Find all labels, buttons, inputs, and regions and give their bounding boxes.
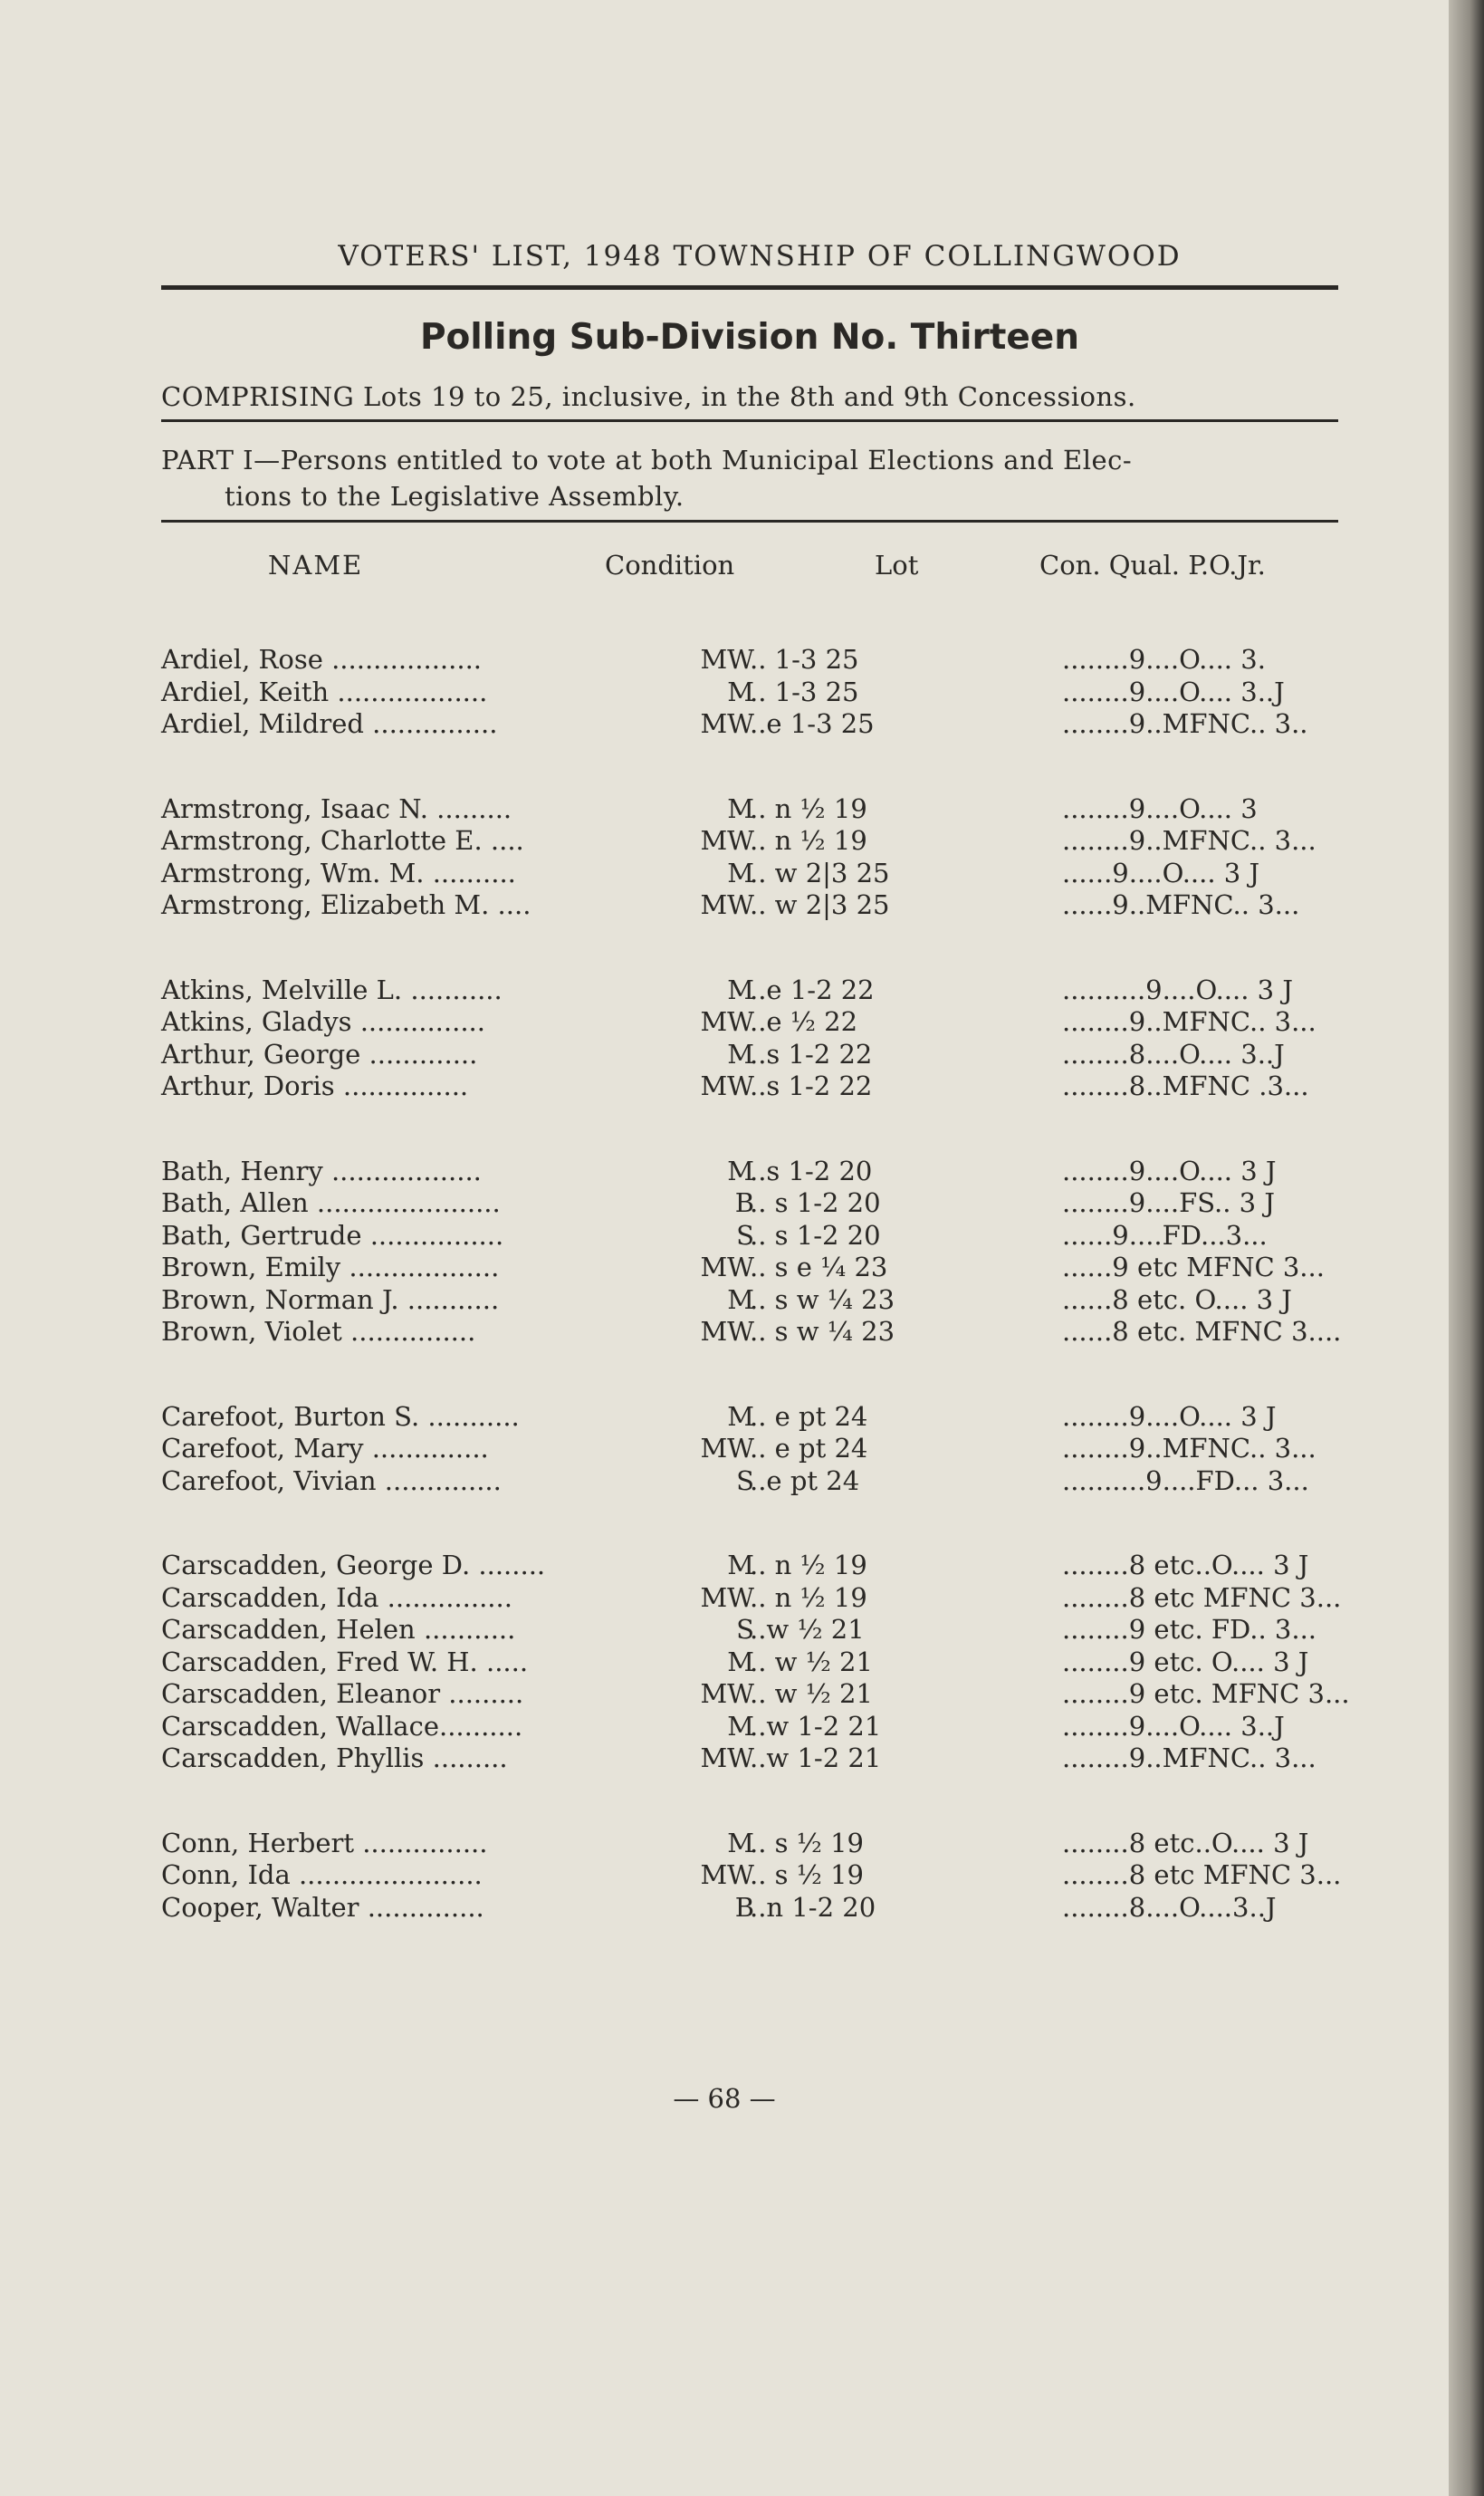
voter-con-qual-po: ........9..MFNC.. 3... (1062, 1006, 1316, 1037)
voter-lot: ..e ½ 22 (750, 1006, 858, 1037)
voter-con-qual-po: ........9....FS.. 3 J (1062, 1187, 1275, 1218)
voter-row (161, 1433, 1338, 1465)
voter-con-qual-po: ......9....FD...3... (1062, 1219, 1268, 1251)
voter-row (161, 1465, 1338, 1498)
voter-condition: M (727, 974, 754, 1005)
voter-con-qual-po: ........8 etc MFNC 3... (1062, 1859, 1342, 1890)
voter-condition: B (734, 1187, 754, 1218)
voter-name: Carscadden, Helen ........... (161, 1614, 516, 1645)
voter-row (161, 1581, 1342, 1615)
voter-row (161, 1711, 1338, 1743)
voter-con-qual-po: ........9....O.... 3..J (1062, 676, 1285, 707)
voter-lot: .. s ½ 19 (750, 1859, 864, 1890)
voter-condition: S (736, 1464, 754, 1496)
voter-group (161, 644, 1338, 741)
voter-condition: B (734, 1891, 754, 1923)
voter-lot: .. n ½ 19 (750, 825, 867, 856)
voter-lot: .. n ½ 19 (750, 1550, 867, 1580)
voter-row (161, 1039, 1338, 1071)
voter-con-qual-po: ........9....O.... 3 (1062, 792, 1258, 824)
voter-con-qual-po: ........8 etc..O.... 3 J (1062, 1827, 1309, 1858)
voter-condition: M (727, 792, 754, 824)
voter-con-qual-po: ......9..MFNC.. 3... (1062, 889, 1300, 920)
voter-lot: ..w 1-2 21 (750, 1710, 882, 1742)
voter-name: Arthur, Doris ............... (161, 1070, 469, 1101)
voter-lot: .. s ½ 19 (750, 1827, 864, 1858)
voter-name: Armstrong, Isaac N. ......... (161, 792, 512, 824)
voter-condition: M (727, 1550, 754, 1580)
voter-row (161, 793, 1338, 826)
voter-con-qual-po: ........9..MFNC.. 3... (1062, 1742, 1316, 1773)
voter-lot: .. w ½ 21 (750, 1678, 873, 1709)
voter-con-qual-po: ........9....O.... 3..J (1062, 1710, 1285, 1742)
voter-condition: MW (700, 1006, 754, 1037)
voter-con-qual-po: ......9 etc MFNC 3... (1062, 1252, 1325, 1282)
voter-con-qual-po: ..........9....O.... 3 J (1062, 974, 1293, 1005)
voter-condition: MW (700, 644, 754, 675)
voter-con-qual-po: ........8....O....3..J (1062, 1891, 1277, 1923)
voter-con-qual-po: ........8..MFNC .3... (1062, 1070, 1309, 1101)
voter-condition: M (727, 1710, 754, 1742)
voter-name: Carscadden, George D. ........ (161, 1550, 546, 1580)
voter-condition: M (727, 1646, 754, 1677)
col-lot: Lot (875, 550, 919, 581)
voter-con-qual-po: ........9....O.... 3. (1062, 644, 1266, 675)
voter-condition: MW (700, 1859, 754, 1890)
voter-lot: .. n ½ 19 (750, 792, 867, 824)
voter-name: Ardiel, Keith .................. (161, 676, 488, 707)
voter-group (161, 974, 1338, 1103)
voter-condition: MW (700, 1252, 754, 1282)
voter-lot: ..n 1-2 20 (750, 1891, 876, 1923)
voter-name: Arthur, George ............. (161, 1038, 478, 1070)
voter-group (161, 793, 1338, 922)
voter-row (161, 1401, 1338, 1434)
voter-con-qual-po: ........9 etc. O.... 3 J (1062, 1646, 1309, 1677)
voter-name: Carscadden, Eleanor ......... (161, 1678, 524, 1709)
voter-lot: ..e pt 24 (750, 1464, 860, 1496)
voter-row (161, 974, 1338, 1007)
voter-name: Carefoot, Burton S. ........... (161, 1400, 520, 1432)
voter-row (161, 1859, 1342, 1892)
voter-name: Bath, Henry .................. (161, 1155, 482, 1186)
voter-name: Armstrong, Charlotte E. .... (161, 825, 524, 856)
comprising-line: COMPRISING Lots 19 to 25, inclusive, in the 8th and 9th Concessions. (161, 381, 1136, 412)
part-rule (161, 520, 1338, 523)
voter-condition: M (727, 1827, 754, 1858)
voter-name: Ardiel, Rose .................. (161, 644, 483, 675)
voter-row (161, 1187, 1338, 1220)
voter-row (161, 1678, 1350, 1711)
voter-con-qual-po: ......9....O.... 3 J (1062, 857, 1260, 888)
voter-condition: MW (700, 1742, 754, 1773)
voter-name: Bath, Allen ...................... (161, 1187, 501, 1218)
voter-condition: MW (700, 1316, 754, 1347)
voter-lot: .. s 1-2 20 (750, 1219, 881, 1251)
voter-lot: ..s 1-2 20 (750, 1155, 873, 1186)
voter-lot: .. s 1-2 20 (750, 1187, 881, 1218)
voter-lot: ..s 1-2 22 (750, 1070, 873, 1101)
voter-name: Atkins, Melville L. ........... (161, 974, 503, 1005)
voter-row (161, 644, 1338, 677)
voter-lot: ..e 1-3 25 (750, 708, 875, 739)
voter-name: Brown, Violet ............... (161, 1316, 476, 1347)
voter-group (161, 1401, 1338, 1498)
voter-name: Carefoot, Mary .............. (161, 1433, 489, 1464)
voter-con-qual-po: ........8....O.... 3..J (1062, 1038, 1285, 1070)
voter-name: Cooper, Walter .............. (161, 1891, 484, 1923)
page-edge (1449, 0, 1484, 2496)
voter-lot: .. w 2|3 25 (750, 857, 890, 888)
voter-row (161, 858, 1338, 890)
voter-list (161, 644, 1350, 1924)
voter-condition: MW (700, 708, 754, 739)
voter-name: Carscadden, Wallace.......... (161, 1710, 523, 1742)
voter-condition: MW (700, 1433, 754, 1464)
voter-row (161, 1550, 1338, 1582)
voter-con-qual-po: ......8 etc. O.... 3 J (1062, 1283, 1292, 1315)
voter-name: Atkins, Gladys ............... (161, 1006, 485, 1037)
column-headers (161, 550, 1338, 586)
part-description (161, 442, 1338, 514)
voter-name: Carscadden, Phyllis ......... (161, 1742, 508, 1773)
voter-lot: ..s 1-2 22 (750, 1038, 873, 1070)
voter-condition: S (736, 1219, 754, 1251)
voter-condition: M (727, 857, 754, 888)
voter-lot: ..e 1-2 22 (750, 974, 875, 1005)
voter-row (161, 1252, 1338, 1284)
running-title: VOTERS' LIST, 1948 TOWNSHIP OF COLLINGWOOD (338, 240, 1182, 273)
voter-lot: .. e pt 24 (750, 1433, 868, 1464)
voter-row (161, 1646, 1338, 1679)
voter-row (161, 825, 1338, 858)
comprising-rule (161, 419, 1338, 422)
voter-con-qual-po: ........9 etc. MFNC 3... (1062, 1678, 1350, 1709)
voter-lot: .. s w ¼ 23 (750, 1316, 895, 1347)
col-con-qual-po: Con. Qual. P.O.Jr. (1039, 550, 1266, 581)
voter-lot: .. s e ¼ 23 (750, 1252, 888, 1282)
voter-lot: .. n ½ 19 (750, 1581, 867, 1613)
col-condition: Condition (605, 550, 735, 581)
voter-con-qual-po: ..........9....FD... 3... (1062, 1464, 1309, 1496)
voter-row (161, 1220, 1338, 1253)
voter-condition: M (727, 1283, 754, 1315)
voter-row (161, 1614, 1338, 1646)
voter-con-qual-po: ........9....O.... 3 J (1062, 1400, 1277, 1432)
voter-name: Carefoot, Vivian .............. (161, 1464, 502, 1496)
page-number: — 68 — (673, 2083, 776, 2114)
voter-condition: M (727, 1038, 754, 1070)
voter-lot: ..w ½ 21 (750, 1614, 865, 1645)
voter-lot: .. 1-3 25 (750, 676, 859, 707)
voter-group (161, 1550, 1350, 1775)
col-name: NAME (268, 550, 364, 581)
voter-name: Brown, Emily .................. (161, 1252, 500, 1282)
voter-con-qual-po: ........9....O.... 3 J (1062, 1155, 1277, 1186)
voter-name: Armstrong, Elizabeth M. .... (161, 889, 531, 920)
voter-name: Conn, Ida ...................... (161, 1859, 483, 1890)
voter-con-qual-po: ........9 etc. FD.. 3... (1062, 1614, 1317, 1645)
voter-lot: .. 1-3 25 (750, 644, 859, 675)
voter-name: Ardiel, Mildred ............... (161, 708, 498, 739)
voter-name: Carscadden, Fred W. H. ..... (161, 1646, 529, 1677)
voter-name: Brown, Norman J. ........... (161, 1283, 500, 1315)
voter-con-qual-po: ........8 etc MFNC 3... (1062, 1581, 1342, 1613)
voter-name: Conn, Herbert ............... (161, 1827, 488, 1858)
header-rule (161, 285, 1338, 290)
part-line-2: tions to the Legislative Assembly. (225, 481, 685, 512)
voter-row (161, 1316, 1342, 1349)
voter-name: Bath, Gertrude ................ (161, 1219, 504, 1251)
voter-row (161, 1006, 1338, 1039)
voter-condition: M (727, 1400, 754, 1432)
voter-row (161, 1070, 1338, 1103)
voter-condition: MW (700, 1070, 754, 1101)
voter-group (161, 1827, 1342, 1925)
voter-condition: MW (700, 1581, 754, 1613)
voter-condition: M (727, 1155, 754, 1186)
voter-row (161, 1284, 1338, 1317)
voter-row (161, 1156, 1338, 1188)
voter-lot: .. w ½ 21 (750, 1646, 873, 1677)
voter-row (161, 889, 1338, 922)
voter-con-qual-po: ........9..MFNC.. 3... (1062, 1433, 1316, 1464)
voter-condition: MW (700, 825, 754, 856)
voter-con-qual-po: ........8 etc..O.... 3 J (1062, 1550, 1309, 1580)
voter-condition: MW (700, 889, 754, 920)
voter-row (161, 1742, 1338, 1775)
voter-row (161, 708, 1338, 741)
page-content (161, 240, 1350, 1924)
voter-row (161, 677, 1338, 709)
part-line-1: PART I—Persons entitled to vote at both Municipal Elections and Elec- (161, 445, 1133, 475)
voter-row (161, 1892, 1338, 1925)
voter-condition: MW (700, 1678, 754, 1709)
voter-lot: ..w 1-2 21 (750, 1742, 882, 1773)
voter-condition: M (727, 676, 754, 707)
voter-lot: .. s w ¼ 23 (750, 1283, 895, 1315)
voter-con-qual-po: ........9..MFNC.. 3... (1062, 825, 1316, 856)
page-title: Polling Sub-Division No. Thirteen (419, 317, 1080, 358)
voter-con-qual-po: ......8 etc. MFNC 3.... (1062, 1316, 1342, 1347)
voter-name: Armstrong, Wm. M. .......... (161, 857, 516, 888)
voter-lot: .. w 2|3 25 (750, 889, 890, 920)
voter-con-qual-po: ........9..MFNC.. 3.. (1062, 708, 1308, 739)
voter-lot: .. e pt 24 (750, 1400, 868, 1432)
voter-group (161, 1155, 1342, 1349)
voter-row (161, 1828, 1338, 1860)
voter-name: Carscadden, Ida ............... (161, 1581, 512, 1613)
voter-condition: S (736, 1614, 754, 1645)
